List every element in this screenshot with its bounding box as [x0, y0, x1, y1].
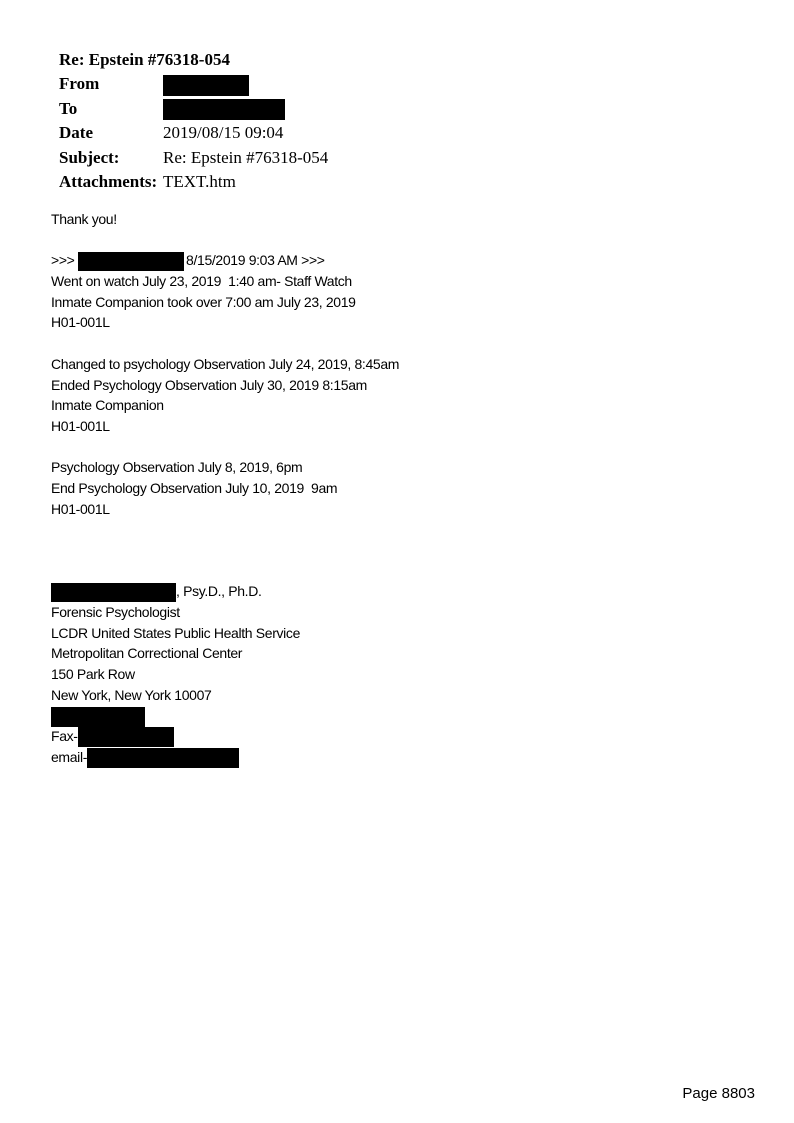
fax-label: Fax- [51, 728, 78, 745]
phone-line [51, 705, 399, 726]
email-redaction [87, 748, 239, 768]
email-header [59, 48, 328, 195]
quote-header [51, 250, 399, 271]
attachments-label: Attachments: [59, 172, 158, 191]
body-line: Went on watch July 23, 2019 1:40 am- Staff Watch [51, 273, 352, 290]
fax-redaction [78, 727, 174, 747]
body-line: Psychology Observation July 8, 2019, 6pm [51, 459, 303, 476]
from-row [59, 72, 328, 97]
signature-name-line [51, 581, 399, 602]
fax-line [51, 726, 399, 747]
to-label: To [59, 98, 78, 118]
signature-city: New York, New York 10007 [51, 686, 212, 703]
to-redaction [163, 99, 285, 120]
email-label: email- [51, 748, 88, 765]
from-redaction [163, 75, 249, 96]
attachment-link[interactable]: TEXT.htm [163, 172, 236, 191]
signature-facility: Metropolitan Correctional Center [51, 645, 243, 662]
date-row [59, 121, 328, 146]
to-row [59, 97, 328, 122]
greeting: Thank you! [51, 211, 117, 227]
body-line: H01-001L [51, 500, 110, 517]
signature-credentials: , Psy.D., Ph.D. [176, 583, 262, 600]
body-line: Changed to psychology Observation July 24, 2019, 8:45am [51, 355, 400, 372]
date-label: Date [59, 123, 93, 142]
date-value: 2019/08/15 09:04 [163, 123, 284, 142]
sender-redaction [78, 252, 184, 271]
signature-street: 150 Park Row [51, 666, 135, 683]
email-body [51, 209, 399, 768]
subject-label: Subject: [59, 147, 120, 167]
body-line: H01-001L [51, 417, 110, 434]
phone-redaction [51, 707, 145, 727]
from-label: From [59, 74, 100, 93]
body-line: Inmate Companion took over 7:00 am July 23, 2019 [51, 293, 356, 310]
signature-title: Forensic Psychologist [51, 604, 180, 620]
attachments-row [59, 170, 328, 195]
quote-prefix: >>> [51, 252, 75, 269]
page-number: Page 8803 [682, 1085, 755, 1102]
body-line: End Psychology Observation July 10, 2019 9am [51, 479, 338, 496]
email-line [51, 747, 399, 768]
email-title: Re: Epstein #76318-054 [59, 50, 230, 69]
name-redaction [51, 583, 176, 602]
signature-rank: LCDR United States Public Health Service [51, 624, 301, 641]
body-line: Ended Psychology Observation July 30, 2019 8:15am [51, 376, 367, 393]
quote-date: 8/15/2019 9:03 AM >>> [186, 252, 325, 269]
body-line: Inmate Companion [51, 397, 164, 414]
subject-value: Re: Epstein #76318-054 [163, 147, 329, 167]
subject-row [59, 146, 328, 171]
body-line: H01-001L [51, 314, 110, 331]
